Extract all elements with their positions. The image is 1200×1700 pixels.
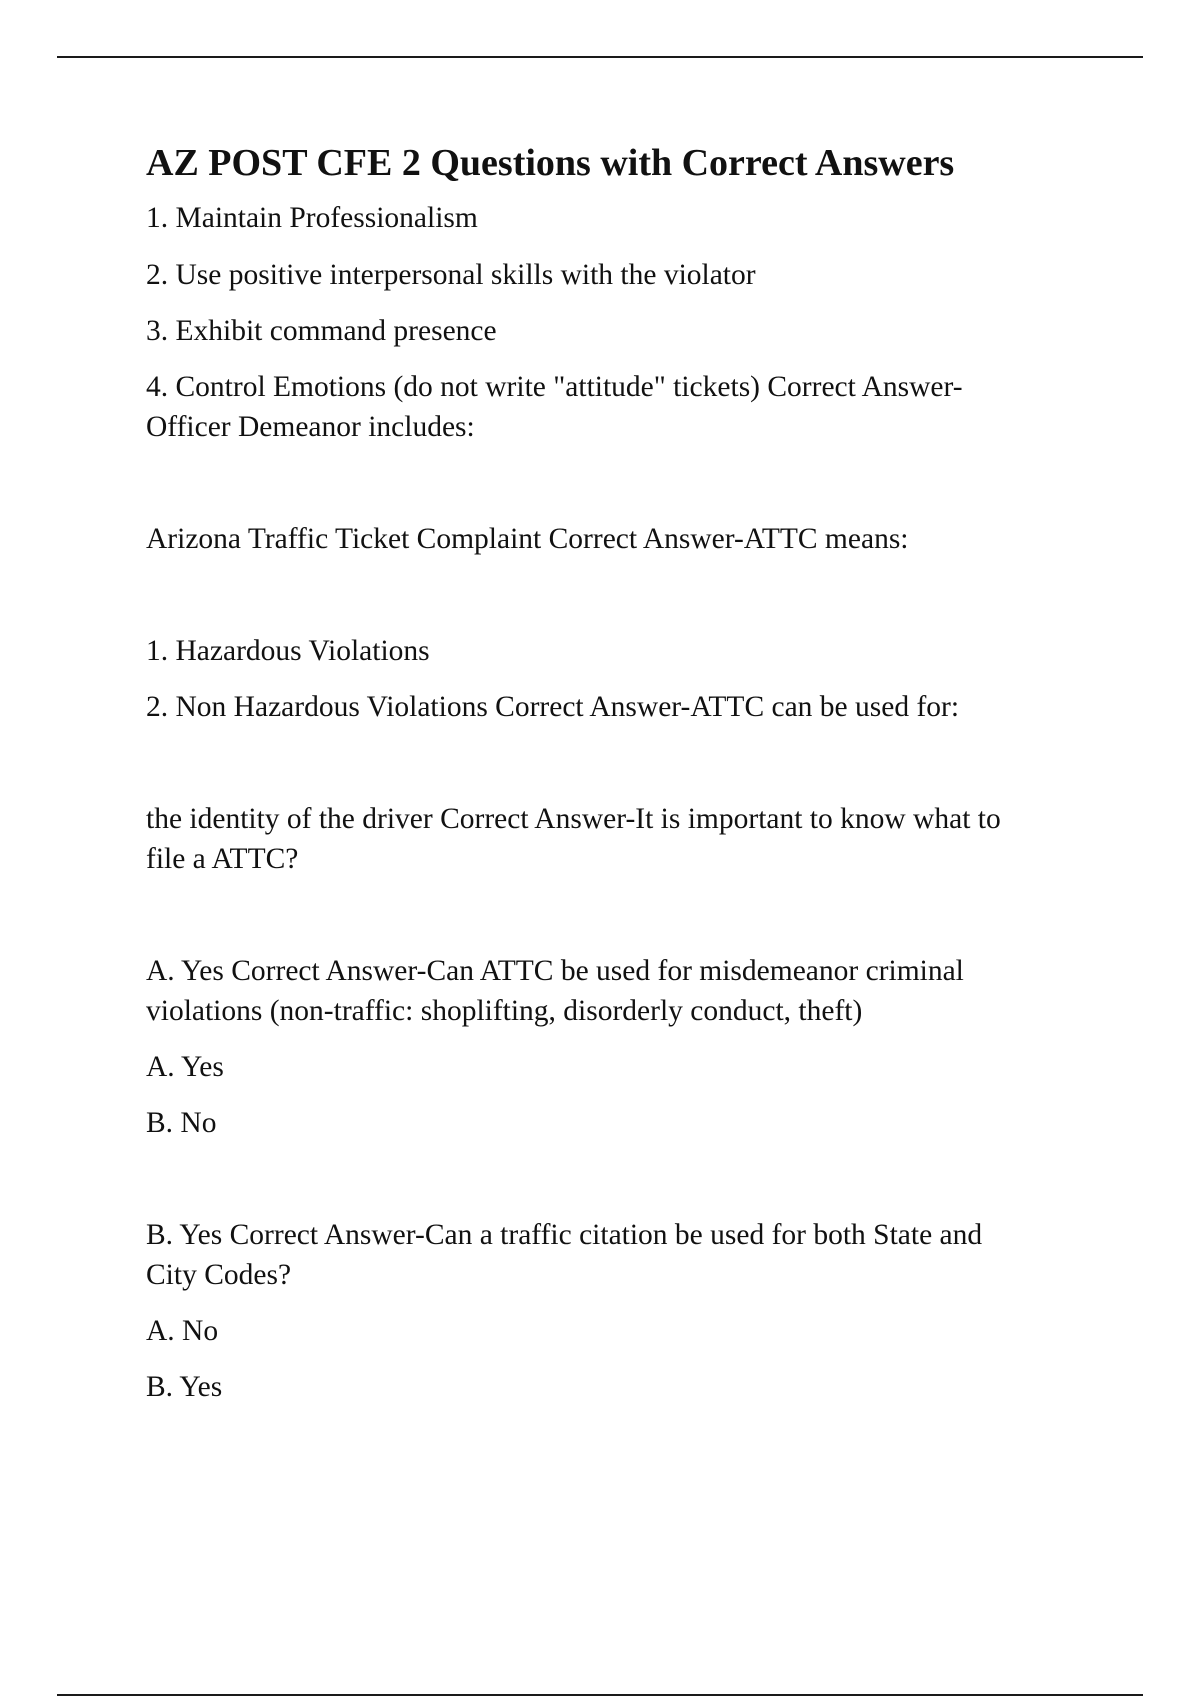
paragraph: 2. Non Hazardous Violations Correct Answer-ATTC can be used for: xyxy=(146,691,960,723)
document-title: AZ POST CFE 2 Questions with Correct Answers xyxy=(146,142,955,184)
paragraph: A. Yes xyxy=(146,1051,224,1083)
bottom-rule xyxy=(57,1694,1143,1696)
paragraph: B. Yes xyxy=(146,1371,223,1403)
paragraph: B. No xyxy=(146,1107,217,1139)
paragraph: 1. Maintain Professionalism xyxy=(146,202,478,234)
paragraph: the identity of the driver Correct Answer-It is important to know what to file a ATTC? xyxy=(146,803,1001,875)
paragraph: 4. Control Emotions (do not write "attitude" tickets) Correct Answer- Officer Demeanor includes: xyxy=(146,371,963,443)
paragraph: 2. Use positive interpersonal skills with the violator xyxy=(146,259,756,291)
paragraph: Arizona Traffic Ticket Complaint Correct Answer-ATTC means: xyxy=(146,523,909,555)
paragraph: A. Yes Correct Answer-Can ATTC be used for misdemeanor criminal violations (non-traffic: shoplifting, disorderly conduct, theft) xyxy=(146,955,964,1027)
paragraph: 1. Hazardous Violations xyxy=(146,635,430,667)
paragraph: B. Yes Correct Answer-Can a traffic citation be used for both State and City Codes? xyxy=(146,1219,983,1291)
top-rule xyxy=(57,56,1143,58)
document-body xyxy=(146,140,1106,1407)
paragraph: A. No xyxy=(146,1315,219,1347)
paragraph: 3. Exhibit command presence xyxy=(146,315,497,347)
